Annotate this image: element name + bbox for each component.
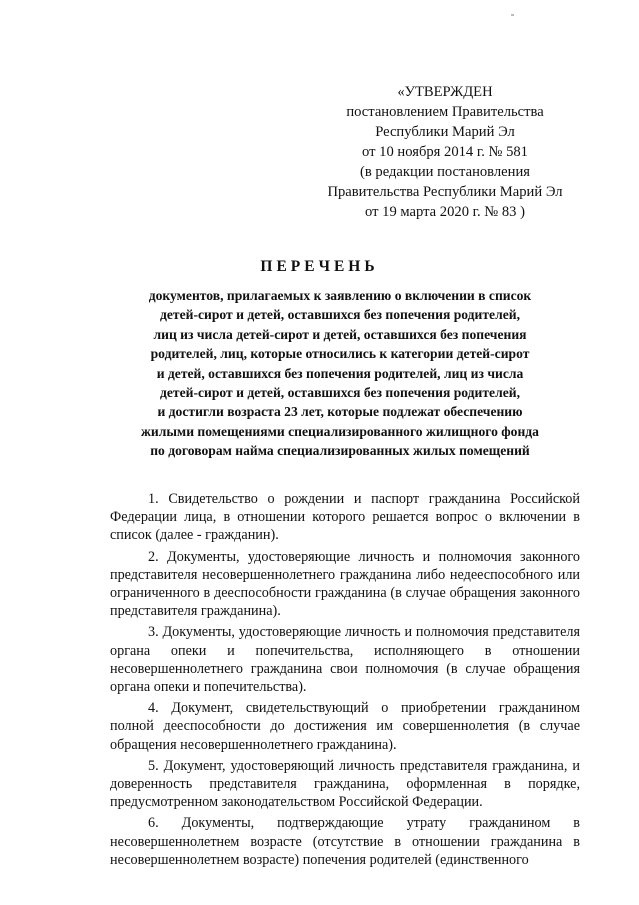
subtitle-line: детей-сирот и детей, оставшихся без попечения родителей, (160, 385, 520, 401)
list-item: 3. Документы, удостоверяющие личность и полномочия представителя органа опеки и попечительства, исполняющего в отношении несовершеннолетнего гражданина свои полномочия (в случае обращения органа опеки и попечительства). (110, 624, 580, 696)
list-item: 5. Документ, удостоверяющий личность представителя гражданина, и доверенность представителя гражданина, оформленная в порядке, предусмотренном законодательством Российской Федерации. (110, 757, 580, 811)
subtitle-line: и достигли возраста 23 лет, которые подлежат обеспечению (157, 404, 523, 420)
subtitle-line: по договорам найма специализированных жилых помещений (150, 443, 530, 459)
document-subtitle (80, 286, 600, 461)
list-item: 2. Документы, удостоверяющие личность и полномочия законного представителя несовершеннолетнего гражданина либо недееспособного или ограниченного в дееспособности гражданина (в случае обращения законного представителя гражданина). (110, 548, 580, 620)
approval-stamp-block (300, 82, 590, 222)
approval-line: Республики Марий Эл (375, 124, 515, 140)
document-title: ПЕРЕЧЕНЬ (260, 258, 379, 275)
subtitle-line: жилыми помещениями специализированного жилищного фонда (141, 423, 539, 439)
list-item: 1. Свидетельство о рождении и паспорт гражданина Российской Федерации лица, в отношении которого решается вопрос о включении в список (далее - гражданин). (110, 491, 580, 544)
subtitle-line: родителей, лиц, которые относились к категории детей-сирот (150, 346, 530, 362)
approval-line: Правительства Республики Марий Эл (327, 184, 563, 200)
approval-line: от 19 марта 2020 г. № 83 ) (365, 204, 525, 220)
document-body (110, 490, 580, 872)
list-item: 4. Документ, свидетельствующий о приобретении гражданином полной дееспособности до достижения им совершеннолетия (в случае обращения несовершеннолетнего гражданина). (110, 700, 580, 753)
approval-line: постановлением Правительства (346, 104, 544, 120)
subtitle-line: документов, прилагаемых к заявлению о включении в список (148, 288, 532, 303)
subtitle-line: детей-сирот и детей, оставшихся без попечения родителей, (160, 307, 520, 323)
approval-line: «УТВЕРЖДЕН (397, 84, 493, 100)
list-item: 6. Документы, подтверждающие утрату гражданином в несовершеннолетнем возрасте (отсутствие в отношении гражданина в несовершеннолетнем возрасте) попечения родителей (единственного (110, 815, 580, 868)
scan-speck (511, 14, 514, 16)
subtitle-line: лиц из числа детей-сирот и детей, оставшихся без попечения (153, 326, 527, 342)
approval-line: от 10 ноября 2014 г. № 581 (362, 144, 528, 160)
approval-line: (в редакции постановления (360, 164, 530, 180)
subtitle-line: и детей, оставшихся без попечения родителей, лиц из числа (156, 365, 524, 381)
